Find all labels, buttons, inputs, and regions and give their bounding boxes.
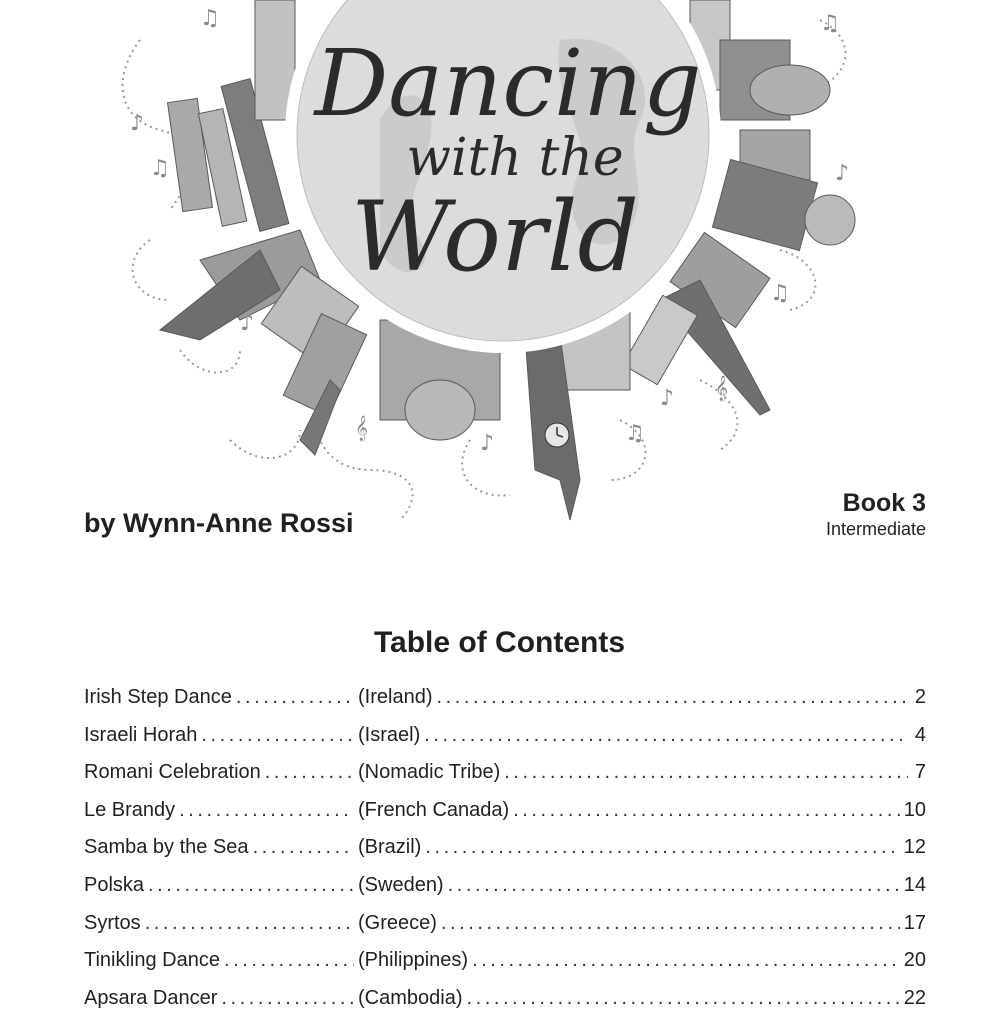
toc-origin-column (358, 799, 926, 822)
toc-leader-dots (148, 874, 354, 897)
toc-leader-dots (265, 761, 354, 784)
toc-title: Israeli Horah (84, 723, 198, 746)
table-of-contents (84, 686, 926, 1024)
toc-page-number: 2 (914, 686, 926, 708)
book-number: Book 3 (842, 489, 926, 517)
toc-leader-dots (424, 724, 908, 747)
toc-leader-dots (224, 949, 354, 972)
toc-origin: (Nomadic Tribe) (358, 761, 501, 784)
toc-title: Syrtos (84, 911, 141, 934)
toc-row (84, 949, 926, 987)
toc-page-number: 4 (914, 723, 926, 746)
toc-page-number: 10 (903, 798, 926, 821)
toc-title: Le Brandy (84, 798, 176, 821)
cover-title-line2: with the (406, 128, 624, 188)
toc-origin: (Ireland) (358, 686, 433, 708)
toc-leader-dots (466, 987, 899, 1010)
svg-text:𝄞: 𝄞 (715, 376, 729, 401)
toc-leader-dots (201, 724, 354, 747)
toc-title-column (84, 686, 358, 709)
toc-leader-dots (513, 799, 900, 822)
book-info (826, 488, 926, 540)
toc-title-column (84, 836, 358, 859)
toc-leader-dots (472, 949, 900, 972)
toc-row (84, 799, 926, 837)
toc-origin: (Cambodia) (358, 986, 463, 1009)
toc-leader-dots (425, 836, 899, 859)
toc-leader-dots (436, 686, 908, 709)
toc-origin-column (358, 836, 926, 859)
toc-origin-column (358, 761, 926, 784)
toc-title: Samba by the Sea (84, 836, 249, 859)
toc-title-column (84, 949, 358, 972)
toc-title-column (84, 912, 358, 935)
toc-leader-dots (441, 912, 900, 935)
toc-row (84, 912, 926, 950)
toc-row (84, 724, 926, 762)
toc-origin: (Greece) (358, 911, 437, 934)
toc-leader-dots (448, 874, 900, 897)
toc-title-column (84, 761, 358, 784)
svg-text:♫: ♫ (820, 11, 840, 36)
toc-title: Irish Step Dance (84, 686, 232, 708)
toc-row (84, 686, 926, 724)
toc-origin-column (358, 874, 926, 897)
svg-text:𝄞: 𝄞 (355, 416, 369, 441)
svg-text:♪: ♪ (130, 111, 145, 136)
toc-leader-dots (504, 761, 908, 784)
svg-text:♫: ♫ (770, 281, 790, 306)
toc-title: Polska (84, 873, 145, 896)
toc-page-number: 22 (903, 986, 926, 1009)
svg-text:♪: ♪ (480, 431, 495, 456)
toc-row (84, 987, 926, 1024)
toc-leader-dots (145, 912, 354, 935)
toc-leader-dots (236, 686, 354, 709)
svg-text:♪: ♪ (240, 311, 255, 336)
toc-row (84, 761, 926, 799)
toc-page-number: 17 (903, 911, 926, 934)
toc-page-number: 20 (903, 949, 926, 972)
toc-leader-dots (253, 836, 354, 859)
author-name: by Wynn-Anne Rossi (84, 508, 354, 538)
toc-row (84, 874, 926, 912)
toc-row (84, 836, 926, 874)
toc-title-column (84, 874, 358, 897)
svg-text:♫: ♫ (625, 421, 645, 446)
toc-origin-column (358, 987, 926, 1010)
level-label: Intermediate (825, 519, 926, 539)
cover-title-line3: World (351, 181, 639, 293)
toc-title: Tinikling Dance (84, 949, 220, 972)
toc-origin-column (358, 724, 926, 747)
toc-origin: (Sweden) (358, 873, 444, 896)
toc-origin: (Brazil) (358, 836, 422, 859)
toc-page-number: 12 (903, 836, 926, 859)
toc-origin: (French Canada) (358, 798, 510, 821)
toc-leader-dots (221, 987, 354, 1010)
toc-title-column (84, 799, 358, 822)
toc-origin: (Israel) (358, 723, 421, 746)
toc-origin-column (358, 949, 926, 972)
toc-title: Romani Celebration (84, 761, 261, 784)
toc-origin: (Philippines) (358, 949, 469, 972)
toc-page-number: 7 (914, 761, 926, 784)
svg-text:♪: ♪ (835, 161, 850, 186)
cover-title-line1: Dancing (314, 30, 702, 137)
toc-origin-column (358, 912, 926, 935)
toc-title-column (84, 987, 358, 1010)
svg-text:♫: ♫ (200, 6, 220, 31)
toc-title-column (84, 724, 358, 747)
toc-title: Apsara Dancer (84, 986, 218, 1009)
svg-text:♪: ♪ (660, 386, 675, 411)
toc-origin-column (358, 686, 926, 709)
svg-text:♫: ♫ (150, 156, 170, 181)
toc-heading: Table of Contents (373, 626, 626, 659)
toc-leader-dots (179, 799, 354, 822)
toc-page-number: 14 (903, 873, 926, 896)
